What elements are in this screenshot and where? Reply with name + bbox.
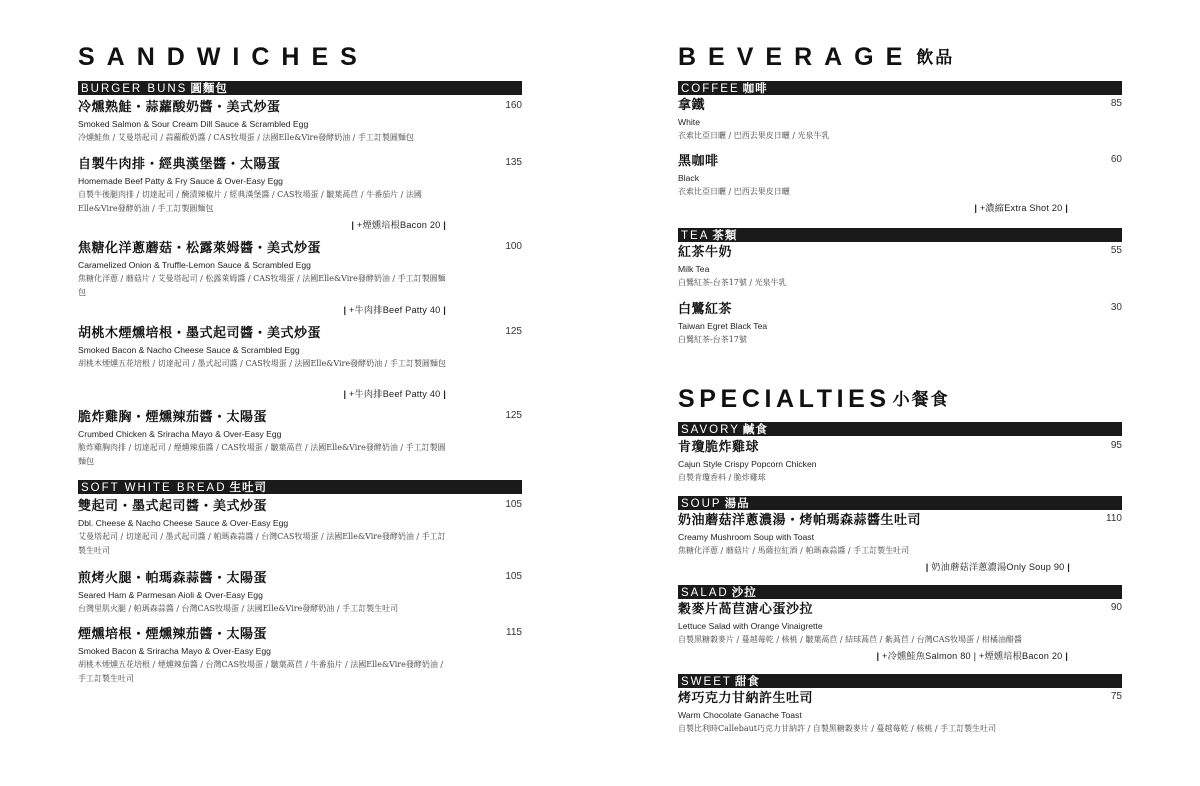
item-ingredients: 胡桃木煙燻五花培根 / 煙燻辣茄醬 / 台灣CAS牧場蛋 / 皺葉萵苣 / 牛番茄片 / 法國Elle&Vire發酵奶油 / 手工訂製生吐司 — [78, 660, 444, 683]
section-label-zh: 甜食 — [734, 674, 760, 688]
menu-item — [678, 602, 1122, 661]
item-name-zh: 雙起司・墨式起司醬・美式炒蛋 — [78, 499, 268, 514]
item-name-zh: 穀麥片萵苣溏心蛋沙拉 — [678, 602, 814, 617]
item-name-zh: 脆炸雞胸・煙燻辣茄醬・太陽蛋 — [78, 410, 268, 425]
section-label-en: TEA — [681, 230, 710, 242]
menu-item — [678, 98, 1122, 143]
item-addon: | +牛肉排Beef Patty 40 | — [343, 305, 446, 315]
section-bar-soft-white-bread — [78, 480, 522, 494]
beverage-title-zh: 飲品 — [916, 48, 955, 68]
item-name-en: Crumbed Chicken & Sriracha Mayo & Over-Easy Egg — [78, 429, 282, 439]
section-label-en: COFFEE — [681, 83, 740, 95]
item-price: 105 — [505, 571, 522, 582]
item-name-zh: 拿鐵 — [678, 98, 706, 113]
menu-item — [678, 302, 1122, 347]
addon-text: 奶油蘑菇洋蔥濃湯Only Soup 90 — [931, 562, 1065, 572]
section-label-en: SOFT WHITE BREAD — [81, 482, 227, 494]
item-name-zh: 烤巧克力甘納許生吐司 — [678, 691, 814, 706]
item-name-en: Dbl. Cheese & Nacho Cheese Sauce & Over-Easy Egg — [78, 518, 289, 528]
section-bar-salad — [678, 585, 1122, 599]
item-name-en: Warm Chocolate Ganache Toast — [678, 710, 802, 720]
item-name-zh: 奶油蘑菇洋蔥濃湯・烤帕瑪森蒜醬生吐司 — [678, 513, 922, 528]
item-price: 110 — [1106, 513, 1122, 524]
item-name-zh: 肯瓊脆炸雞球 — [678, 440, 760, 455]
item-ingredients: 焦糖化洋蔥 / 蘑菇片 / 艾曼塔起司 / 松露萊姆醬 / CAS牧場蛋 / 法國Elle&Vire發酵奶油 / 手工訂製圓麵包 — [78, 274, 446, 297]
sandwiches-title-text: SANDWICHES — [78, 43, 369, 71]
section-bar-burger-buns — [78, 81, 522, 95]
menu-item — [678, 513, 1122, 572]
item-ingredients: 台灣里肌火腿 / 帕瑪森蒜醬 / 台灣CAS牧場蛋 / 法國Elle&Vire發酵奶油 / 手工訂製生吐司 — [78, 604, 399, 613]
item-name-zh: 黑咖啡 — [678, 154, 719, 169]
item-addon: | +冷燻鮭魚Salmon 80 | +煙燻培根Bacon 20 | — [876, 651, 1068, 661]
specialties-title-text: SPECIALTIES — [678, 385, 891, 413]
item-ingredients: 白鷺紅茶-台茶17號 / 光泉牛乳 — [678, 278, 787, 287]
item-price: 90 — [1110, 602, 1122, 613]
item-price: 100 — [505, 241, 522, 252]
item-addon: | +煙燻培根Bacon 20 | — [351, 220, 446, 230]
item-name-zh: 煎烤火腿・帕瑪森蒜醬・太陽蛋 — [78, 571, 268, 586]
item-price: 135 — [505, 157, 522, 168]
section-bar-sweet — [678, 674, 1122, 688]
item-ingredients: 胡桃木煙燻五花培根 / 切達起司 / 墨式起司醬 / CAS牧場蛋 / 法國Elle&Vire發酵奶油 / 手工訂製圓麵包 — [78, 359, 446, 368]
item-price: 125 — [505, 326, 522, 337]
specialties-title — [678, 387, 950, 412]
section-label-zh: 茶類 — [712, 228, 738, 242]
menu-item — [78, 571, 522, 616]
item-price: 95 — [1110, 440, 1122, 451]
beverage-title — [678, 45, 954, 70]
item-name-zh: 焦糖化洋蔥蘑菇・松露萊姆醬・美式炒蛋 — [78, 241, 322, 256]
item-ingredients: 冷燻鮭魚 / 艾曼塔起司 / 蒜蘿酸奶醬 / CAS牧場蛋 / 法國Elle&Vire發酵奶油 / 手工訂製圓麵包 — [78, 133, 414, 142]
item-name-zh: 胡桃木煙燻培根・墨式起司醬・美式炒蛋 — [78, 326, 322, 341]
item-ingredients: 白鷺紅茶-台茶17號 — [678, 335, 747, 344]
beverage-title-text: BEVERAGE — [678, 43, 915, 71]
menu-item — [78, 100, 522, 145]
section-label-zh: 沙拉 — [731, 585, 757, 599]
addon-text: +冷燻鮭魚Salmon 80 | +煙燻培根Bacon 20 — [882, 651, 1063, 661]
section-label-en: SWEET — [681, 676, 732, 688]
sandwiches-title — [78, 45, 369, 70]
section-label-en: SAVORY — [681, 424, 740, 436]
menu-item — [678, 154, 1122, 213]
section-label-en: BURGER BUNS — [81, 83, 188, 95]
section-bar-savory — [678, 422, 1122, 436]
item-name-en: Seared Ham & Parmesan Aioli & Over-Easy Egg — [78, 590, 263, 600]
item-name-en: Taiwan Egret Black Tea — [678, 321, 768, 331]
item-ingredients: 自製牛後腿肉排 / 切達起司 / 醃漬辣椒片 / 經典漢堡醬 / CAS牧場蛋 / 皺葉萵苣 / 牛番茄片 / 法國Elle&Vire發酵奶油 / 手工訂製圓麵包 — [78, 190, 422, 213]
item-name-zh: 白鷺紅茶 — [678, 302, 733, 317]
menu-item — [678, 691, 1122, 736]
item-ingredients: 焦糖化洋蔥 / 蘑菇片 / 馬薩拉紅酒 / 帕瑪森蒜醬 / 手工訂製生吐司 — [678, 546, 910, 555]
item-price: 105 — [505, 499, 522, 510]
item-price: 55 — [1110, 245, 1122, 256]
section-label-en: SOUP — [681, 498, 722, 510]
addon-text: +牛肉排Beef Patty 40 — [348, 305, 441, 315]
menu-item — [78, 410, 522, 469]
specialties-title-zh: 小餐食 — [892, 390, 950, 410]
item-addon: | +牛肉排Beef Patty 40 | — [343, 389, 446, 399]
item-name-zh: 煙燻培根・煙燻辣茄醬・太陽蛋 — [78, 627, 268, 642]
section-bar-tea — [678, 228, 1122, 242]
menu-item — [78, 627, 522, 686]
section-label-zh: 生吐司 — [229, 480, 268, 494]
menu-item — [78, 157, 522, 230]
item-ingredients: 自製黑糖穀麥片 / 蔓越莓乾 / 核桃 / 皺葉萵苣 / 結球萵苣 / 紫萵苣 / 台灣CAS牧場蛋 / 柑橘油醋醬 — [678, 635, 1022, 644]
item-name-zh: 紅茶牛奶 — [678, 245, 733, 260]
section-bar-soup — [678, 496, 1122, 510]
item-ingredients: 衣索比亞日曬 / 巴西去果皮日曬 / 光泉牛乳 — [678, 131, 830, 140]
menu-item — [678, 440, 1122, 485]
item-name-en: Smoked Bacon & Sriracha Mayo & Over-Easy Egg — [78, 646, 271, 656]
item-name-en: Smoked Salmon & Sour Cream Dill Sauce & Scrambled Egg — [78, 119, 309, 129]
item-name-en: Lettuce Salad with Orange Vinaigrette — [678, 621, 823, 631]
item-price: 60 — [1110, 154, 1122, 165]
item-name-en: Cajun Style Crispy Popcorn Chicken — [678, 459, 817, 469]
item-name-zh: 自製牛肉排・經典漢堡醬・太陽蛋 — [78, 157, 281, 172]
item-price: 85 — [1110, 98, 1122, 109]
section-label-zh: 圓麵包 — [190, 81, 228, 95]
item-ingredients: 自製比利時Callebaut巧克力甘納許 / 自製黑糖穀麥片 / 蔓越莓乾 / 核桃 / 手工訂製生吐司 — [678, 724, 997, 733]
item-ingredients: 衣索比亞日曬 / 巴西去果皮日曬 — [678, 187, 790, 196]
item-name-en: Milk Tea — [678, 264, 710, 274]
item-ingredients: 脆炸雞胸肉排 / 切達起司 / 煙燻辣茄醬 / CAS牧場蛋 / 皺葉萵苣 / 法國Elle&Vire發酵奶油 / 手工訂製圓麵包 — [78, 443, 446, 466]
item-name-en: Smoked Bacon & Nacho Cheese Sauce & Scrambled Egg — [78, 345, 300, 355]
item-name-en: Creamy Mushroom Soup with Toast — [678, 532, 814, 542]
item-price: 115 — [506, 627, 522, 638]
menu-item — [78, 241, 522, 315]
menu-item — [78, 326, 522, 399]
item-ingredients: 艾曼塔起司 / 切達起司 / 墨式起司醬 / 帕瑪森蒜醬 / 台灣CAS牧場蛋 / 法國Elle&Vire發酵奶油 / 手工訂製生吐司 — [78, 532, 446, 555]
item-ingredients: 自製肯瓊香料 / 脆炸雞球 — [678, 473, 766, 482]
section-label-en: SALAD — [681, 587, 729, 599]
section-label-zh: 咖啡 — [742, 81, 768, 95]
section-bar-coffee — [678, 81, 1122, 95]
item-name-en: White — [678, 117, 700, 127]
item-name-en: Caramelized Onion & Truffle-Lemon Sauce & Scrambled Egg — [78, 260, 311, 270]
menu-item — [78, 499, 522, 558]
item-price: 30 — [1110, 302, 1122, 313]
addon-text: +濃縮Extra Shot 20 — [979, 203, 1063, 213]
item-name-en: Black — [678, 173, 700, 183]
addon-text: +牛肉排Beef Patty 40 — [348, 389, 441, 399]
section-label-zh: 鹹食 — [742, 422, 768, 436]
item-price: 160 — [505, 100, 522, 111]
section-label-zh: 湯品 — [724, 496, 750, 510]
menu-item — [678, 245, 1122, 290]
item-price: 125 — [505, 410, 522, 421]
item-name-zh: 冷燻熟鮭・蒜蘿酸奶醬・美式炒蛋 — [78, 100, 281, 115]
item-addon: | 奶油蘑菇洋蔥濃湯Only Soup 90 | — [925, 562, 1070, 572]
addon-text: +煙燻培根Bacon 20 — [356, 220, 441, 230]
item-addon: | +濃縮Extra Shot 20 | — [974, 203, 1068, 213]
item-name-en: Homemade Beef Patty & Fry Sauce & Over-Easy Egg — [78, 176, 283, 186]
item-price: 75 — [1110, 691, 1122, 702]
